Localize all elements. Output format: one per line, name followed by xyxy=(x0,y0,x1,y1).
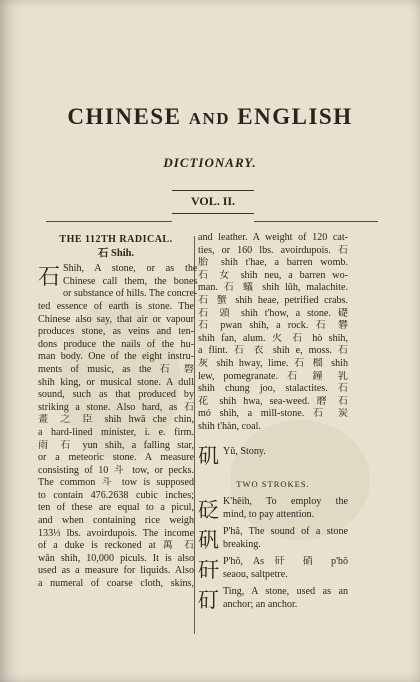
right-column xyxy=(198,232,348,612)
dictionary-entry xyxy=(198,586,348,612)
entry-character: 矶 xyxy=(198,443,219,468)
text-line: wăn shih, 10,000 piculs. It is also xyxy=(38,552,194,564)
entry-definition xyxy=(223,556,348,582)
text-line: a numeral of coarse cloth, skins, xyxy=(38,578,194,590)
text-line: ties, or 160 lbs. avoirdupois. 石 xyxy=(198,244,348,256)
text-line: anchor; an anchor. xyxy=(223,598,298,610)
text-line: dons produce the nails of the hu- xyxy=(38,338,194,350)
text-line: 胎 shih t'hae, a barren womb. xyxy=(198,257,348,269)
text-line: ten of these are equal to a picul, xyxy=(38,502,194,514)
text-line: shih chung joo, stalactites. 石 xyxy=(198,383,348,395)
text-line: Chinese also say, that air or vapour xyxy=(38,313,194,325)
text-line: sound, such as that produced by xyxy=(38,389,194,401)
continued-entry xyxy=(198,232,348,434)
radical-subheading: 石 Shih. xyxy=(97,247,135,259)
text-line: 石 pwan shih, a rock. 石 礬 xyxy=(198,320,348,332)
entry-definition xyxy=(223,586,348,612)
text-line: breaking. xyxy=(223,538,261,550)
title-word: CHINESE xyxy=(67,104,182,129)
header-rule xyxy=(46,221,172,222)
text-line: K'hĕih, To employ the xyxy=(223,496,348,508)
entry-character: 矸 xyxy=(198,558,219,583)
left-column xyxy=(38,232,198,591)
text-line: lew, pomegranate. 石 鐘 乳 xyxy=(198,370,348,382)
text-line: or substance of hills. The concre- xyxy=(63,288,198,300)
text-line: Shih, A stone, or as the xyxy=(63,263,198,275)
text-line: of a duke is reckoned at 萬 石 xyxy=(38,540,194,552)
dictionary-entry xyxy=(198,496,348,522)
page-title xyxy=(0,104,420,130)
text-line: to contain 476.2638 cubic inches; xyxy=(38,489,194,501)
header-rule xyxy=(254,221,378,222)
main-entry-body xyxy=(38,301,194,591)
dictionary-entry xyxy=(198,526,348,552)
dictionary-entry xyxy=(198,556,348,582)
text-line: used as a measure for liquids. Also xyxy=(38,565,194,577)
text-line: Ting, A stone, used as an xyxy=(223,586,348,598)
dictionary-entry xyxy=(198,442,348,468)
stroke-entries xyxy=(198,496,348,612)
text-line: P'hă, The sound of a stone xyxy=(223,526,348,538)
volume-label: VOL. II. xyxy=(172,190,254,214)
entry-character: 砭 xyxy=(198,498,219,523)
main-entry-character: 石 xyxy=(38,264,61,290)
text-line: and when containing rice weigh xyxy=(38,515,194,527)
entry-definition xyxy=(223,496,348,522)
text-line: man body. One of the eight instru- xyxy=(38,351,194,363)
section-heading: TWO STROKES. xyxy=(236,478,310,489)
page-subtitle: DICTIONARY. xyxy=(163,155,257,170)
text-line: 133⅓ lbs. avoirdupois. The income xyxy=(38,527,194,539)
text-line: or a meteoric stone. A measure xyxy=(38,452,194,464)
text-line: The common 斗 tow is supposed xyxy=(38,477,194,489)
entry-character: 矴 xyxy=(198,588,219,613)
text-line: mó shih, a mill-stone. 石 炭 xyxy=(198,408,348,420)
text-line: 石 女 shih neu, a barren wo- xyxy=(198,269,348,281)
text-line: ted essence of earth is stone. The xyxy=(38,300,194,312)
text-line: 畫 之 臣 shih hwă che chin, xyxy=(38,414,194,426)
text-line: 石 蟹 shih heae, petrified crabs. xyxy=(198,294,348,306)
text-line: a flint. 石 衣 shih e, moss. 石 xyxy=(198,345,348,357)
text-line: produces stone, as veins and ten- xyxy=(38,326,194,338)
text-line: striking a stone. Also hard, as 石 xyxy=(38,401,194,413)
text-line: 雨 石 yun shih, a falling star, xyxy=(38,439,194,451)
text-line: consisting of 10 斗 tow, or pecks. xyxy=(38,464,194,476)
text-line: mind, to pay attention. xyxy=(223,508,315,520)
text-line: shih t'hàn, coal. xyxy=(198,420,261,432)
title-word: AND xyxy=(188,109,231,128)
main-entry-intro xyxy=(63,263,197,301)
title-word: ENGLISH xyxy=(237,104,353,129)
text-line: P'hŏ, As 矸 硝 p'hŏ xyxy=(223,556,348,568)
text-line: 花 shih hwa, sea-weed. 磨 石 xyxy=(198,395,348,407)
text-line: a hard-lined minister, i. e. firm. xyxy=(38,426,194,438)
text-line: Chinese call them, the bones xyxy=(63,275,198,287)
entry-definition: Yŭ, Stony. xyxy=(223,445,266,457)
radical-heading: THE 112TH RADICAL. xyxy=(59,234,173,245)
text-line: seaou, saltpetre. xyxy=(223,568,288,580)
text-line: shih fan, alum. 火 石 hò shih, xyxy=(198,332,348,344)
text-line: 石 頭 shih t'how, a stone. 礎 xyxy=(198,307,348,319)
main-entry xyxy=(38,263,198,301)
entry-definition xyxy=(223,526,348,552)
text-line: man. 石 蟻 shih lŭh, malachite. xyxy=(198,282,348,294)
text-line: 灰 shih hway, lime. 石 榴 shih xyxy=(198,357,348,369)
text-line: and leather. A weight of 120 cat- xyxy=(198,232,348,243)
text-line: shih king, or musical stone. A dull xyxy=(38,376,194,388)
text-line: ments of music, as the 石 磬 xyxy=(38,363,194,375)
entry-character: 矾 xyxy=(198,528,219,553)
